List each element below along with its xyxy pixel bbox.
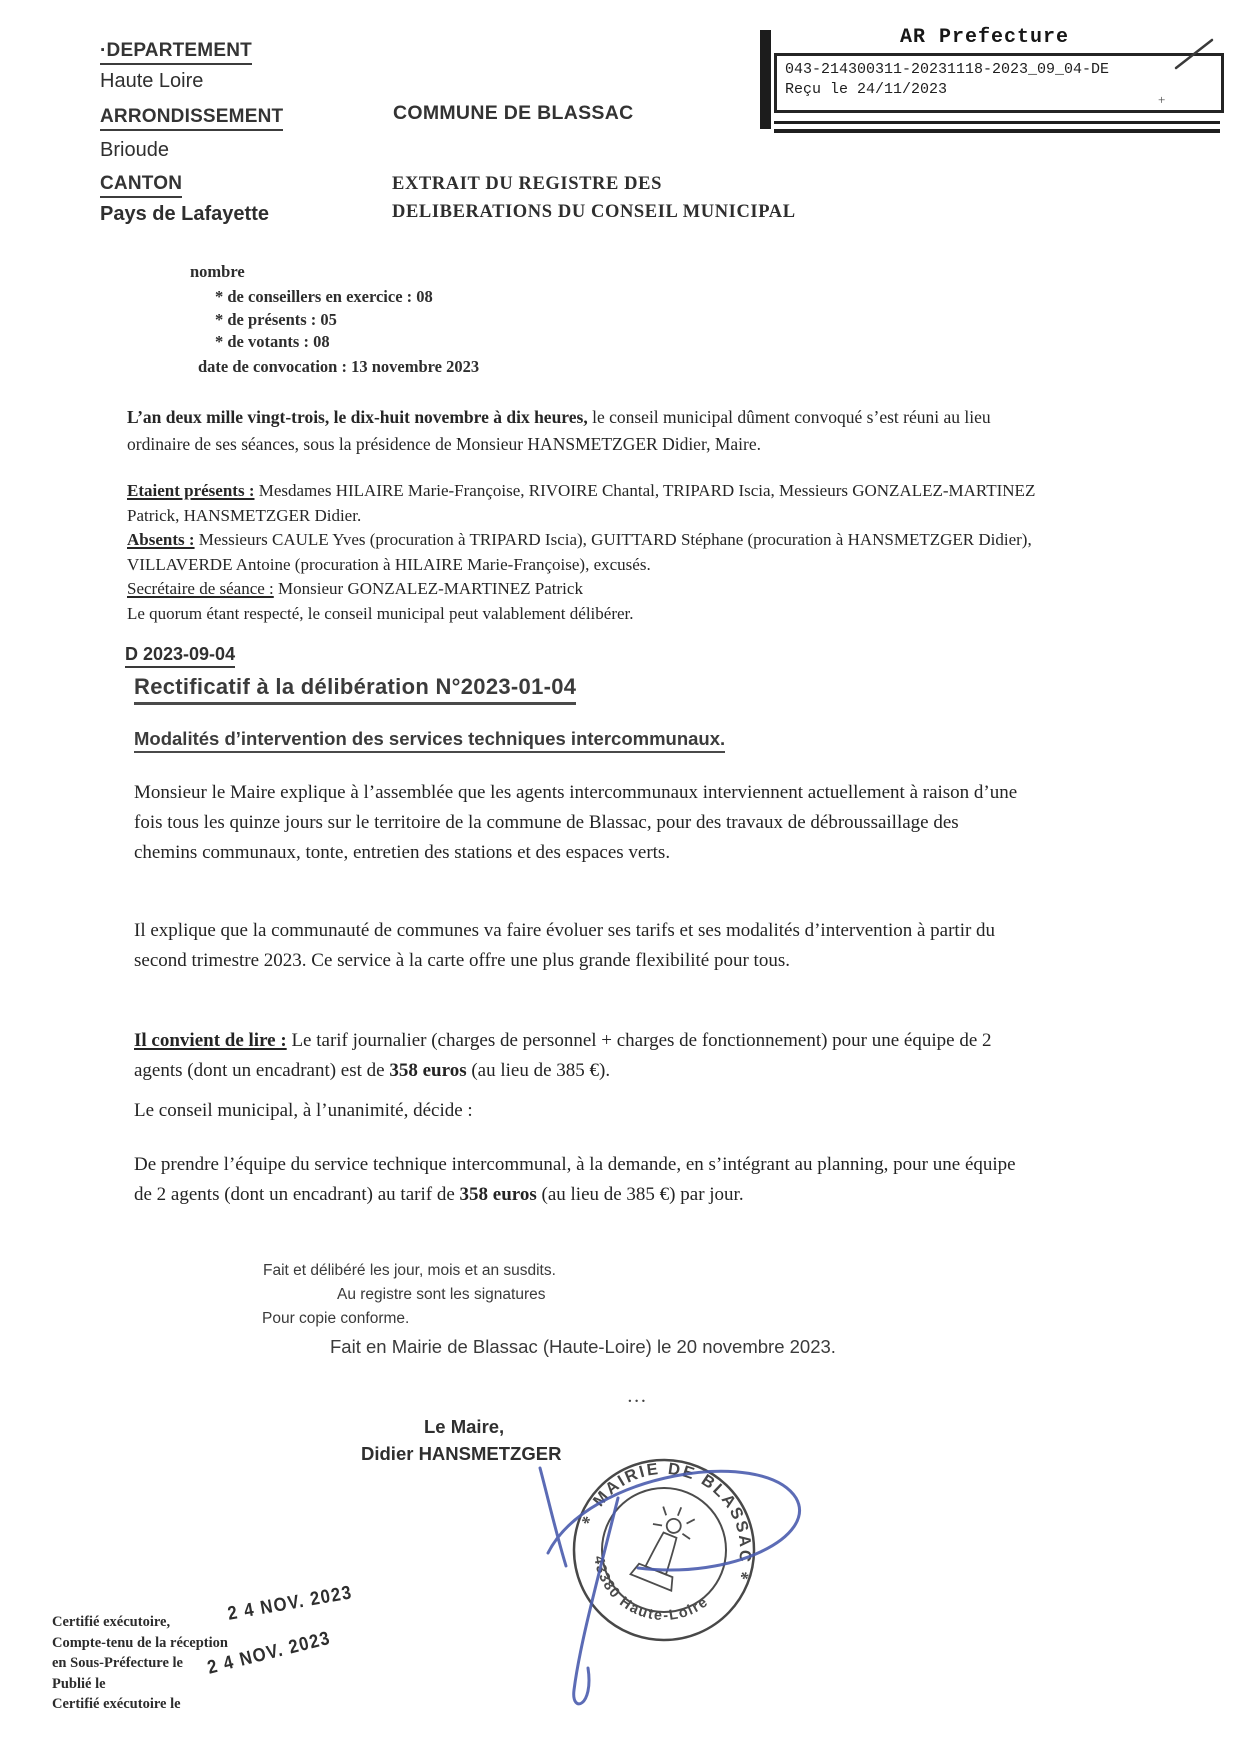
certification-line-1: Certifié exécutoire, [52, 1614, 171, 1630]
lire-post: (au lieu de 385 €). [466, 1060, 611, 1081]
session-opening-paragraph [127, 404, 1049, 458]
secretaire-text: Monsieur GONZALEZ-MARTINEZ Patrick [273, 579, 583, 598]
pen-slash-mark [1170, 34, 1218, 74]
signature-cross-stroke [540, 1468, 566, 1566]
canton-value: Pays de Lafayette [100, 203, 269, 225]
count-conseillers: * de conseillers en exercice : 08 [215, 287, 433, 306]
decision-amount: 358 euros [459, 1184, 537, 1205]
certification-line-3: en Sous-Préfecture le [52, 1655, 183, 1671]
lire-pre: Le tarif journalier (charges de personnel + charges de fonctionnement) pour une équipe de 2 agents (dont un encadrant) est de [134, 1030, 992, 1081]
deliberation-title-text: Rectificatif à la délibération N°2023-01-04 [134, 674, 576, 705]
lire-label: Il convient de lire : [134, 1030, 287, 1051]
header-left-block [100, 40, 400, 240]
closing-line-3: Pour copie conforme. [262, 1310, 410, 1327]
certification-line-2: Compte-tenu de la réception [52, 1634, 228, 1651]
certification-line-5: Certifié exécutoire le [52, 1696, 181, 1712]
presents-line [127, 479, 1052, 528]
closing-made-at: Fait en Mairie de Blassac (Haute-Loire) le 20 novembre 2023. [330, 1336, 836, 1357]
paragraph-decision-intro: Le conseil municipal, à l’unanimité, décide : [134, 1100, 473, 1121]
deliberation-subtitle-text: Modalités d’intervention des services techniques intercommunaux. [134, 728, 725, 753]
departement-value: Haute Loire [100, 70, 204, 92]
secretaire-line [127, 577, 1052, 602]
paragraph-tarifs: Il explique que la communauté de communes va faire évoluer ses tarifs et ses modalités d’intervention à partir du second trimestre 2023. Ce service à la carte offre une plus grande flexibilité pour tous. [134, 920, 996, 971]
registre-title [392, 170, 796, 226]
stamp-underline-2 [774, 129, 1220, 133]
seal-top-text: MAIRIE DE BLASSAC [589, 1459, 755, 1565]
signature-role: Le Maire, [424, 1416, 505, 1437]
deliberation-title [134, 674, 576, 705]
deliberation-subtitle [134, 728, 725, 753]
pen-dots-mark: ... [628, 1390, 649, 1406]
ar-stamp-code: 043-214300311-20231118-2023_09_04-DE [785, 61, 1110, 78]
closing-line-1: Fait et délibéré les jour, mois et an susdits. [263, 1262, 556, 1279]
presents-label: Etaient présents : [127, 481, 255, 500]
registre-line1: EXTRAIT DU REGISTRE DES [392, 174, 662, 194]
opening-rest: le conseil municipal dûment convoqué s’est réuni au lieu ordinaire de ses séances, sous la présidence de Monsieur HANSMETZGER Didier, Maire. [127, 407, 991, 454]
absents-line [127, 528, 1052, 577]
signature-descender-stroke [574, 1498, 618, 1704]
deliberation-ref [125, 644, 235, 668]
closing-line-2: Au registre sont les signatures [337, 1286, 546, 1303]
decision-post: (au lieu de 385 €) par jour. [536, 1184, 744, 1205]
departement-label: ·DEPARTEMENT [100, 40, 252, 65]
date-stamp-1: 2 4 NOV. 2023 [226, 1582, 355, 1625]
secretaire-label: Secrétaire de séance : [127, 579, 274, 598]
canton-label: CANTON [100, 173, 182, 198]
count-votants: * de votants : 08 [215, 332, 330, 351]
certification-line-4: Publié le [52, 1675, 106, 1692]
ar-stamp-received: Reçu le 24/11/2023 [785, 81, 948, 98]
commune-title: COMMUNE DE BLASSAC [393, 102, 634, 124]
presents-text: Mesdames HILAIRE Marie-Françoise, RIVOIRE Chantal, TRIPARD Iscia, Messieurs GONZALEZ-MARTINEZ Patrick, HANSMETZGER Didier. [127, 481, 1036, 525]
deliberation-ref-text: D 2023-09-04 [125, 644, 235, 668]
counts-intro: nombre [190, 262, 245, 281]
lire-amount: 358 euros [389, 1060, 467, 1081]
paragraph-lire [134, 1026, 1019, 1086]
arrondissement-label: ARRONDISSEMENT [100, 106, 283, 131]
seal-star-right: * [735, 1566, 752, 1589]
convocation-date: date de convocation : 13 novembre 2023 [198, 357, 480, 376]
decision-pre: De prendre l’équipe du service technique intercommunal, à la demande, en s’intégrant au planning, pour une équipe de 2 agents (dont un encadrant) au tarif de [134, 1154, 1016, 1205]
pen-plus-mark: + [1158, 92, 1166, 107]
opening-bold: L’an deux mille vingt-trois, le dix-huit novembre à dix heures, [127, 407, 588, 427]
arrondissement-value: Brioude [100, 139, 169, 161]
registre-line2: DELIBERATIONS DU CONSEIL MUNICIPAL [392, 202, 796, 222]
ar-prefecture-stamp [758, 26, 1220, 141]
seal-bottom-text: 43380 Haute-Loire [590, 1554, 712, 1625]
seal-star-left: * [577, 1511, 594, 1534]
signature-loop-stroke [548, 1471, 800, 1570]
paragraph-intervention: Monsieur le Maire explique à l’assemblée que les agents intercommunaux interviennent actuellement à raison d’une fois tous les quinze jours sur le territoire de la commune de Blassac, pour des travaux de débroussaillage des chemins communaux, tonte, entretien des stations et des espaces verts. [134, 782, 1018, 863]
stamp-left-bar [760, 30, 771, 129]
signature-name: Didier HANSMETZGER [361, 1443, 562, 1464]
ar-stamp-title: AR Prefecture [900, 26, 1070, 49]
roster-block [127, 479, 1052, 626]
counts-block [190, 262, 610, 392]
absents-text: Messieurs CAULE Yves (procuration à TRIPARD Iscia), GUITTARD Stéphane (procuration à HANSMETZGER Didier), VILLAVERDE Antoine (procuration à HILAIRE Marie-Françoise), excusés. [127, 530, 1032, 574]
stamp-underline-1 [774, 121, 1220, 124]
date-stamp-2: 2 4 NOV. 2023 [205, 1627, 333, 1679]
count-presents: * de présents : 05 [215, 310, 337, 329]
quorum-line: Le quorum étant respecté, le conseil municipal peut valablement délibérer. [127, 603, 634, 623]
ar-stamp-box [774, 53, 1224, 113]
absents-label: Absents : [127, 530, 195, 549]
handwritten-signature-ink [518, 1428, 848, 1728]
paragraph-decision [134, 1150, 1019, 1210]
